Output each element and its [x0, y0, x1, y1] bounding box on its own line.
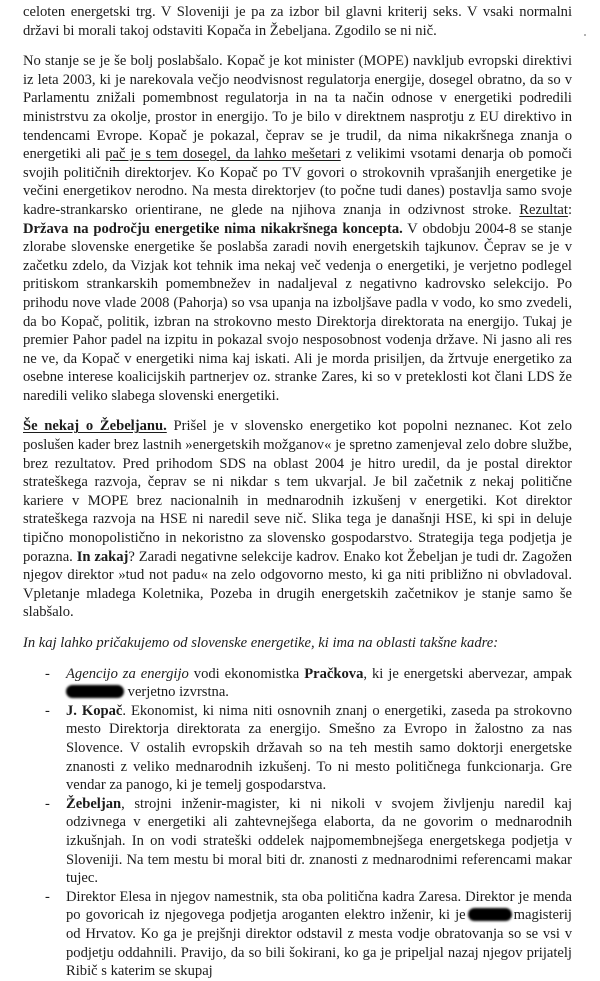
underlined-phrase: pač je s tem dosegel, da lahko mešetari	[105, 146, 341, 163]
result-colon: :	[567, 201, 572, 218]
intro-question: In kaj lahko pričakujemo od slovenske energetike, ki ima na oblasti takšne kadre:	[23, 635, 499, 651]
item-text: vodi ekonomistka	[188, 665, 305, 682]
redaction-mark	[66, 685, 124, 698]
paragraph-text: No stanje se je še bolj poslabšalo. Kopač je kot minister (MOPE) navkljub evropski direktivi iz leta 2003, ki je narekovala večjo neodvisnost regulatorja energije, dosegel obratno, da so v Parlamentu znižali pomembnost regulatorja in na ta način odnose v energetiki podredili ministrstvu za okolje, prostor in energijo. To je bilo v direktnem nasprotju z EU direktivo in tendencami Evrope. Kopač je pokazal, čeprav se je trudil, da nima nikakršnega znanja o energetiki ali	[23, 53, 572, 163]
item-lead: Žebeljan	[66, 795, 122, 812]
item-text: , ki je energetski abervezar, ampak	[363, 665, 572, 682]
paragraph-text: V obdobju 2004-8 se stanje zlorabe slovenske energetike še poslabša zaradi novih energetskih tajkunov. Čeprav se je v začetku zdelo, da Vizjak kot tehnik ima nekaj več vedenja o energetiki, je verjetno podlegel pritiskom strankarskih pomembnežev in nadaljeval z negativno kadrovsko selekcijo. Po prihodu nove vlade 2008 (Pahorja) so vsa upanja na izboljšave padla v vodo, ko smo zvedeli, da bo Kopač, politik, izbran na strokovno mesto Direktorja direktorata na energijo. Tukaj je premier Pahor padel na izpitu in pokazal svojo nesposobnost vodenja države. Ni jasno ali res ne ve, da Kopač v energetiki nima kaj iskati. Ali je morda prisiljen, da žrtvuje energetiko za osebne interese koalicijskih partnerjev oz. stranke Zares, ki so v preteklosti kot člani LDS že naredili veliko slabega slovenski energetiki.	[23, 220, 572, 404]
cadre-list	[23, 665, 572, 981]
scan-speck	[584, 34, 586, 36]
paragraph-text: celoten energetski trg. V Sloveniji je pa za izbor bil glavni kriterij seks. V vsaki normalni državi bi morali takoj odstaviti Kopača in Žebeljana. Zgodilo se ni nič.	[23, 4, 572, 39]
bold-question: In zakaj	[76, 548, 129, 565]
item-text: magisterij od Hrvatov. Ko ga je prejšnji direktor odstavil z mesta vodje obratovanja so se vsi v podjetju oddahnili. Pravijo, da so bili šokirani, ko ga je pripeljal nazaj njegov prijatelj Ribič s katerim se skupaj	[66, 907, 572, 980]
document-page	[23, 0, 572, 981]
paragraph-text: ? Zaradi negativne selekcije kadrov. Enako kot Žebeljan je tudi dr. Zagožen njegov direktor »tud not padu« na zelo odgovorno mesto, ki ga niti približno ni obvladoval. Vpletanje mladega Koletnika, Pozeba in drugih energetskih začetnikov je stanje samo še slabšalo.	[23, 548, 572, 621]
result-label: Rezultat	[519, 201, 568, 218]
paragraph-gap	[23, 653, 572, 665]
bullet-dash: -	[45, 702, 50, 719]
item-name: Pračkova	[304, 665, 364, 682]
item-text: , strojni inženir-magister, ki ni nikoli v svojem življenju naredil kaj odzivnega v energetiki ali zahtevnejšega elaborta, da ne govorim o mednarodnih izkušnjah. In on vodi strateški oddelek najpomembnejšega energetskega podjetja v Sloveniji. Na tem mestu bi moral biti dr. znanosti z mednarodnimi referencami makar tujec.	[66, 795, 572, 887]
list-item-kopac	[23, 702, 572, 795]
item-text: Direktor Elesa in njegov namestnik, sta oba politična kadra Zaresa. Direktor je menda po govoricah iz njegovega podjetja aroganten elektro inženir, ki je	[66, 888, 572, 924]
list-item-zebeljan	[23, 795, 572, 888]
list-item-eles-director	[23, 888, 572, 981]
item-lead: Agencijo za energijo	[66, 665, 189, 682]
paragraph-gap	[23, 405, 572, 417]
redaction-mark	[468, 908, 512, 921]
list-item-agency	[23, 665, 572, 702]
bullet-dash: -	[45, 795, 50, 812]
bullet-dash: -	[45, 888, 50, 905]
section-heading: Še nekaj o Žebeljanu.	[23, 418, 167, 435]
bullet-dash: -	[45, 665, 50, 682]
paragraph-text: Prišel je v slovensko energetiko kot popolni neznanec. Kot zelo poslušen kader brez lastnih »energetskih možganov« je spretno zamenjeval zelo dobre službe, brez rezultatov. Pred prihodom SDS na oblast 2004 je hitro uredil, da je postal direktor strateškega razvoja, čeprav se ni nikdar s tem ukvarjal. Je bil začetnik z nekaj politične kariere v MOPE brez nacionalnih in mednarodnih izkušenj v energetiki. Kot direktor strateškega razvoja na HSE ni naredil seve nič. Slika tega je današnji HSE, ki spi in deluje tipično monopolistično in nekoristno za slovensko gospodarstvo. Strategija tega podjetja je porazna.	[23, 418, 572, 565]
paragraph-gap	[23, 40, 572, 52]
paragraph-intro-continuation	[23, 0, 572, 40]
item-text: . Ekonomist, ki nima niti osnovnih znanj o energetiki, zaseda pa strokovno mesto Direktorja direktorata za energijo. Smešno za Evropo in žalostno za nas Slovence. V ostalih evropskih državah so na teh mestih samo doktorji energetske znanosti z veliko mednarodnih izkušenj. To ni mesto političnega funkcionarja. Gre vendar za panogo, ki je temelj gospodarstva.	[66, 702, 572, 794]
result-statement: Država na področju energetike nima nikakršnega koncepta.	[23, 220, 403, 237]
paragraph-zebeljan	[23, 417, 572, 622]
paragraph-gap	[23, 622, 572, 634]
item-text: verjetno izvrstna.	[124, 684, 229, 701]
paragraph-kopac-minister	[23, 52, 572, 405]
paragraph-text: z velikimi vsotami denarja ob pomoči svojih političnih direktorjev. Ko Kopač po TV govori o strokovnih vprašanjih energetike je večini energetikov nerodno. Na mesta direktorjev (to počne tudi danes) postavlja samo svoje kadre-strankarsko orientirane, ne glede na njihova znanja in odzivnost stroke.	[23, 146, 572, 218]
item-lead: J. Kopač	[66, 702, 123, 719]
